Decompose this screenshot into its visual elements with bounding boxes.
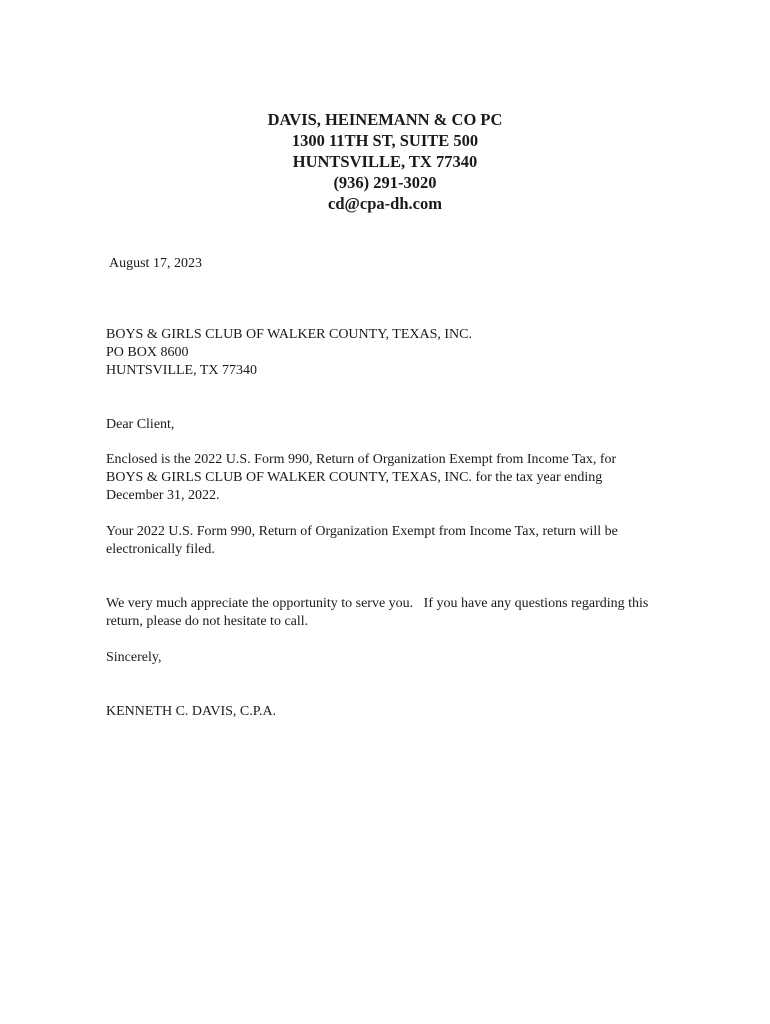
paragraph-3-line-1: We very much appreciate the opportunity to serve you. If you have any questions regarding this: [106, 596, 649, 611]
letter-date: August 17, 2023: [109, 256, 202, 271]
paragraph-1-line-2: BOYS & GIRLS CLUB OF WALKER COUNTY, TEXAS, INC. for the tax year ending: [106, 470, 603, 485]
recipient-po-box: PO BOX 8600: [106, 345, 189, 360]
recipient-name: BOYS & GIRLS CLUB OF WALKER COUNTY, TEXAS, INC.: [106, 327, 472, 342]
paragraph-1-line-3: December 31, 2022.: [106, 488, 220, 503]
firm-street-address: 1300 11TH ST, SUITE 500: [291, 131, 479, 150]
firm-email: cd@cpa-dh.com: [328, 194, 442, 213]
recipient-city-state-zip: HUNTSVILLE, TX 77340: [106, 363, 258, 378]
paragraph-3-line-2: return, please do not hesitate to call.: [106, 614, 309, 629]
paragraph-2-line-2: electronically filed.: [106, 542, 215, 557]
firm-city-state-zip: HUNTSVILLE, TX 77340: [292, 152, 478, 171]
firm-name: DAVIS, HEINEMANN & CO PC: [267, 110, 503, 129]
greeting: Dear Client,: [106, 417, 175, 432]
paragraph-2-line-1: Your 2022 U.S. Form 990, Return of Organization Exempt from Income Tax, return will be: [106, 524, 618, 539]
letterhead: [0, 109, 770, 214]
paragraph-1-line-1: Enclosed is the 2022 U.S. Form 990, Return of Organization Exempt from Income Tax, for: [106, 452, 617, 467]
closing: Sincerely,: [106, 650, 162, 665]
firm-phone: (936) 291-3020: [333, 173, 437, 192]
signature-name: KENNETH C. DAVIS, C.P.A.: [106, 704, 277, 719]
